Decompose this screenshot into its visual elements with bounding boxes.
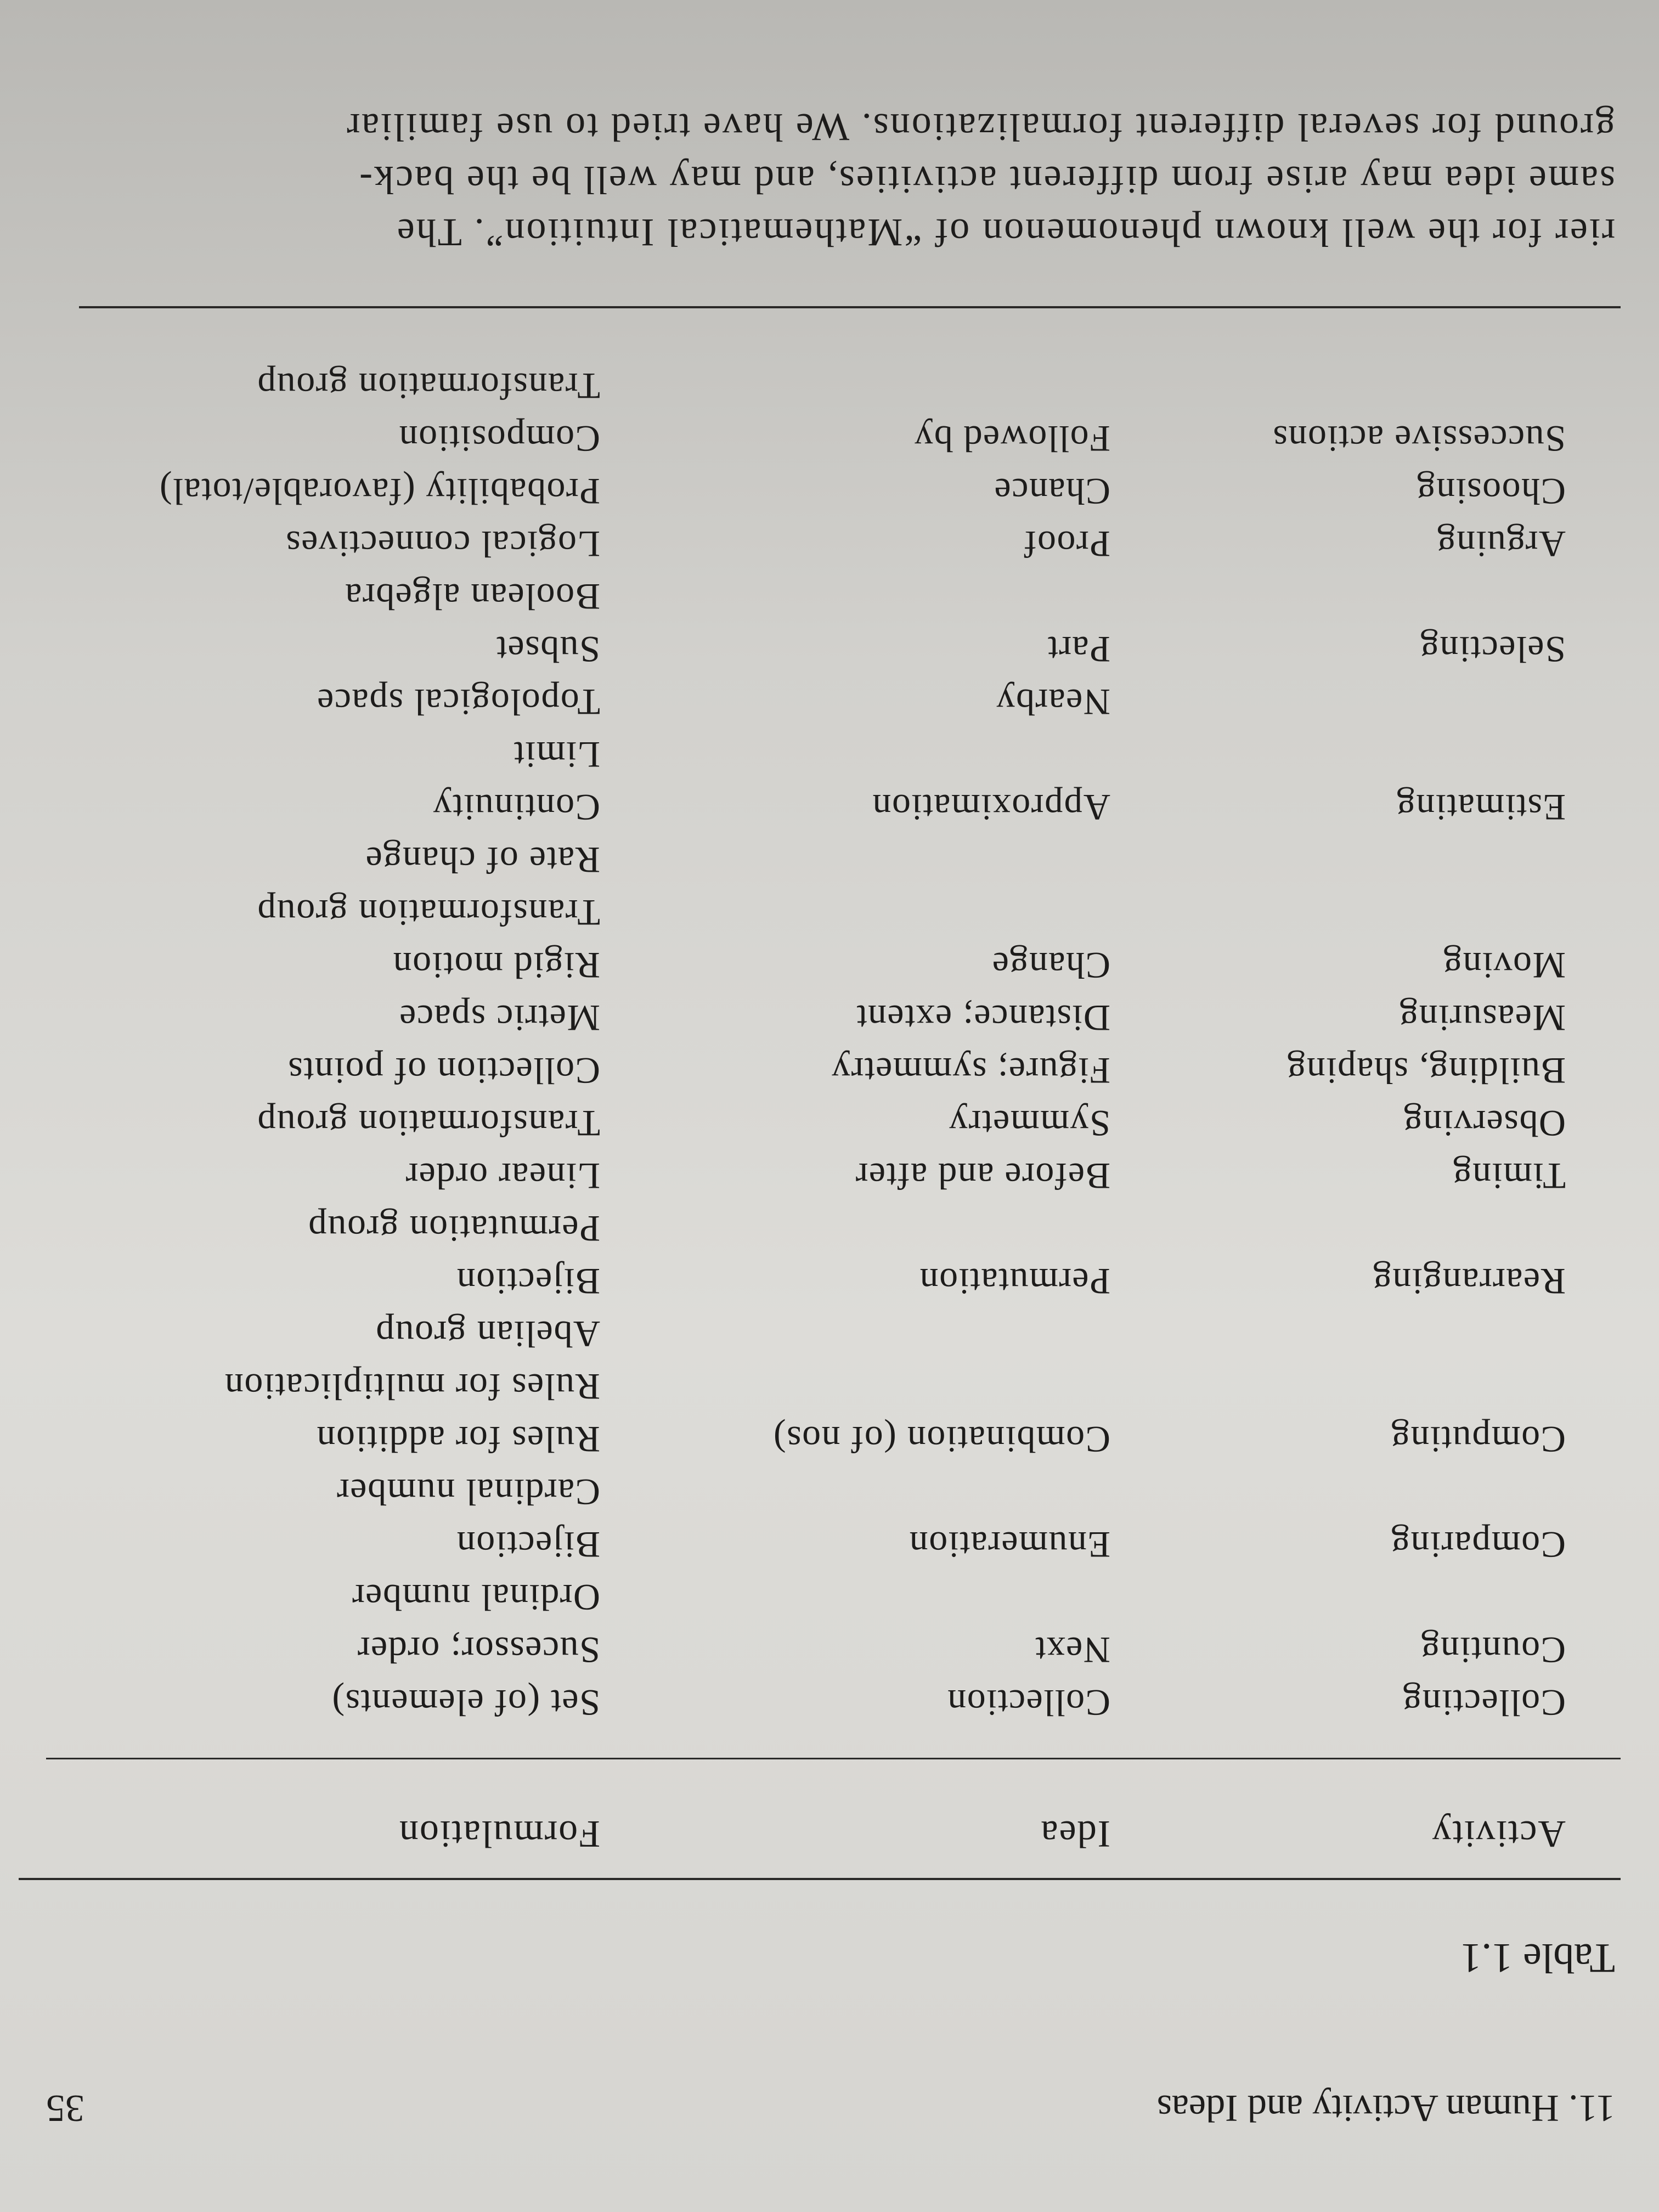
- table-header: [0, 1795, 1659, 1855]
- cell-idea: Part: [1047, 629, 1110, 670]
- table-row: [0, 1677, 1659, 1729]
- table-row: [0, 992, 1659, 1045]
- cell-activity: Measuring: [1398, 997, 1566, 1039]
- table-row: [0, 465, 1659, 518]
- header-formulation: Formulation: [398, 1813, 600, 1855]
- header-idea: Idea: [1040, 1813, 1110, 1855]
- table-row: [0, 1150, 1659, 1203]
- cell-activity: Building, shaping: [1286, 1050, 1566, 1092]
- cell-activity: Arguing: [1436, 523, 1566, 565]
- body-text-line: ground for several different formalizations. We have tried to use familiar: [345, 105, 1615, 149]
- cell-activity: Successive actions: [1272, 418, 1566, 460]
- cell-idea: Symmetry: [948, 1103, 1110, 1144]
- cell-activity: Moving: [1442, 945, 1566, 986]
- body-text-line: rier for the well known phenomenon of “Mathematical Intuition”. The: [395, 211, 1615, 255]
- table-row: [0, 571, 1659, 676]
- cell-activity: Comparing: [1390, 1524, 1566, 1566]
- formulation-line: Continuity: [432, 787, 600, 828]
- table-body: [0, 360, 1659, 1729]
- formulation-line: Subset: [495, 629, 600, 670]
- page-number: 35: [46, 2087, 84, 2129]
- table-row: [0, 834, 1659, 992]
- cell-formulation: [257, 360, 600, 465]
- cell-activity: Computing: [1390, 1419, 1566, 1460]
- cell-idea: Nearby: [995, 681, 1110, 723]
- formulation-line: Topological space: [316, 681, 600, 723]
- formulation-line: Transformation group: [256, 892, 600, 934]
- table-row: [0, 1203, 1659, 1308]
- table-row: [0, 729, 1659, 834]
- table-top-rule: [19, 1878, 1621, 1880]
- formulation-line: Composition: [398, 418, 600, 460]
- cell-activity: Rearranging: [1372, 1261, 1566, 1302]
- cell-idea: Before and after: [855, 1155, 1110, 1197]
- cell-activity: Estimating: [1396, 787, 1566, 828]
- table-bottom-rule: [79, 306, 1621, 308]
- cell-formulation: [399, 992, 600, 1045]
- table-caption: Table 1.1: [1460, 1935, 1615, 1981]
- cell-idea: Followed by: [913, 418, 1110, 460]
- formulation-line: Rules for addition: [315, 1419, 600, 1460]
- cell-activity: Timing: [1452, 1155, 1566, 1197]
- header-activity: Activity: [1431, 1813, 1566, 1855]
- table-row: [0, 1571, 1659, 1677]
- formulation-line: Limit: [513, 734, 600, 776]
- cell-activity: Choosing: [1416, 471, 1566, 512]
- formulation-line: Collection of points: [287, 1050, 600, 1092]
- cell-idea: Approximation: [871, 787, 1110, 828]
- table-row: [0, 1466, 1659, 1571]
- cell-formulation: [405, 1150, 600, 1203]
- cell-activity: Observing: [1403, 1103, 1566, 1144]
- cell-idea: Enumeration: [909, 1524, 1110, 1566]
- running-head: [46, 2080, 1615, 2130]
- cell-idea: Collection: [946, 1682, 1110, 1724]
- cell-formulation: [432, 729, 600, 834]
- formulation-line: Linear order: [405, 1155, 600, 1197]
- cell-formulation: [224, 1308, 600, 1466]
- table-row: [0, 360, 1659, 465]
- formulation-line: Rules for multiplication: [224, 1366, 600, 1408]
- cell-formulation: [345, 571, 600, 676]
- cell-idea: Combination (of nos): [772, 1419, 1110, 1460]
- cell-formulation: [159, 465, 600, 518]
- cell-formulation: [257, 834, 600, 992]
- cell-idea: Proof: [1023, 523, 1110, 565]
- cell-activity: Selecting: [1419, 629, 1566, 670]
- formulation-line: Transformation group: [256, 365, 600, 407]
- formulation-line: Rate of change: [365, 839, 600, 881]
- cell-formulation: [287, 1045, 600, 1097]
- formulation-line: Ordinal number: [351, 1577, 600, 1618]
- cell-idea: Figure; symmetry: [831, 1050, 1110, 1092]
- formulation-line: Set (of elements): [331, 1682, 600, 1724]
- running-title: 11. Human Activity and Ideas: [1156, 2087, 1615, 2129]
- cell-formulation: [336, 1466, 600, 1571]
- formulation-line: Transformation group: [256, 1103, 600, 1144]
- table-row: [0, 1308, 1659, 1466]
- body-paragraph: [24, 101, 1615, 259]
- cell-formulation: [331, 1677, 600, 1729]
- cell-idea: Chance: [994, 471, 1110, 512]
- formulation-line: Rigid motion: [392, 945, 600, 986]
- formulation-line: Sucessor; order: [357, 1629, 600, 1671]
- formulation-line: Bijection: [456, 1524, 600, 1566]
- formulation-line: Bijection: [456, 1261, 600, 1302]
- cell-formulation: [317, 676, 600, 729]
- cell-activity: Counting: [1420, 1629, 1566, 1671]
- formulation-line: Boolean algebra: [344, 576, 600, 618]
- formulation-line: Cardinal number: [336, 1471, 600, 1513]
- formulation-line: Probability (favorable/total): [159, 471, 600, 512]
- cell-formulation: [257, 1097, 600, 1150]
- cell-activity: Collecting: [1402, 1682, 1566, 1724]
- cell-idea: Distance; extent: [856, 997, 1110, 1039]
- cell-formulation: [307, 1203, 600, 1308]
- formulation-line: Logical connectives: [285, 523, 600, 565]
- cell-idea: Next: [1034, 1629, 1110, 1671]
- formulation-line: Abelian group: [375, 1313, 600, 1355]
- table-row: [0, 676, 1659, 729]
- cell-formulation: [285, 518, 600, 571]
- table-header-rule: [46, 1758, 1621, 1759]
- cell-formulation: [352, 1571, 600, 1677]
- formulation-line: Metric space: [398, 997, 600, 1039]
- cell-idea: Permutation: [919, 1261, 1110, 1302]
- body-text-line: same idea may arise from different activities, and may well be the back-: [358, 158, 1615, 202]
- table-row: [0, 518, 1659, 571]
- table-row: [0, 1045, 1659, 1097]
- cell-idea: Change: [991, 945, 1110, 986]
- formulation-line: Permutation group: [307, 1208, 600, 1250]
- table-row: [0, 1097, 1659, 1150]
